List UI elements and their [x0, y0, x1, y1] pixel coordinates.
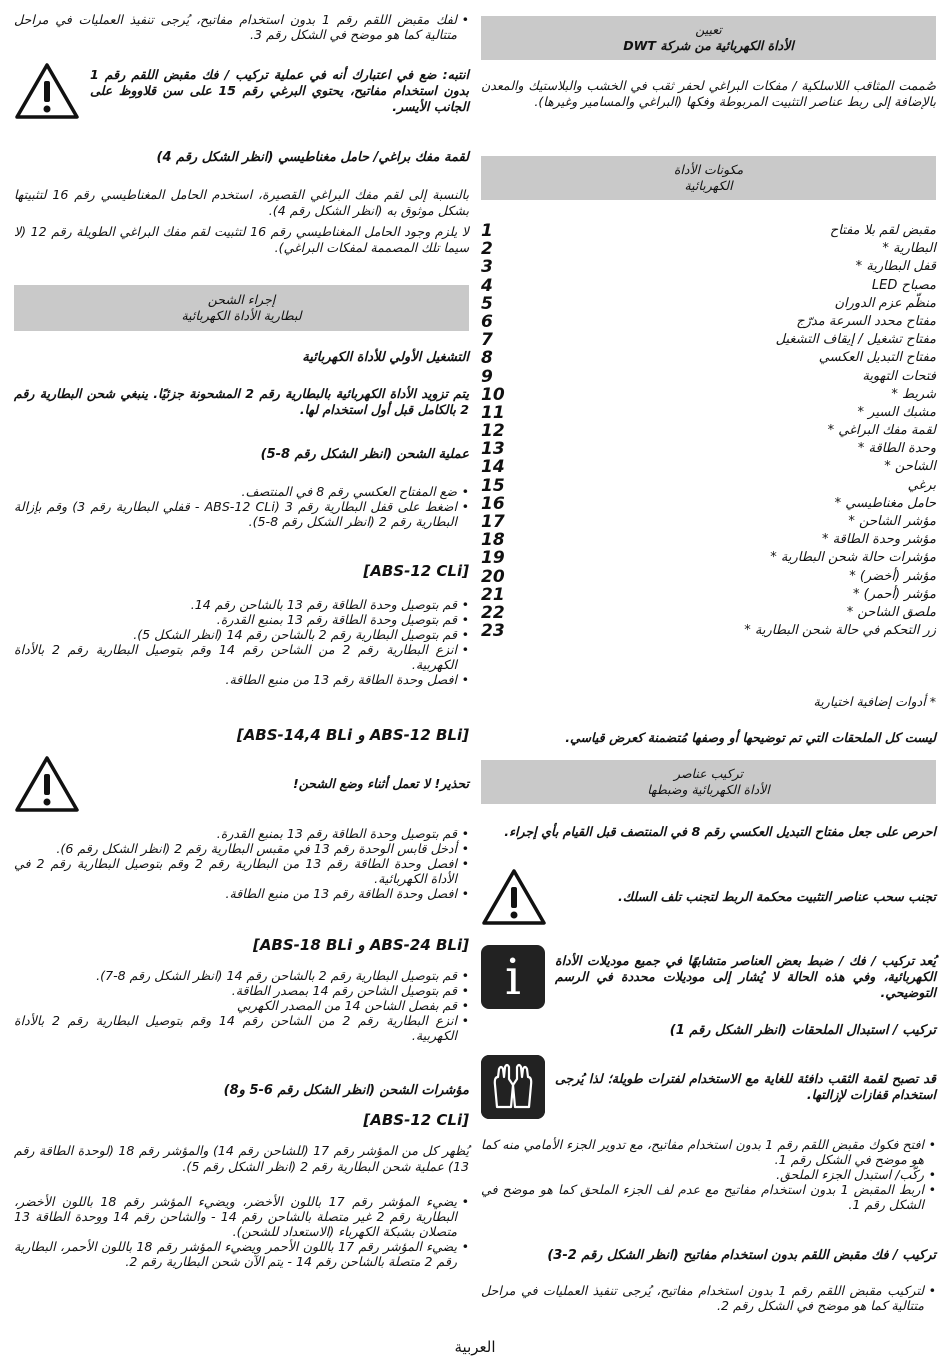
accessories-heading: تركيب / استبدال الملحقات (انظر الشكل رقم 1)	[669, 1023, 936, 1038]
warning-triangle-icon	[14, 62, 80, 120]
bullet-item: • اضغط على قفل البطارية رقم 3 (ABS-12 CLi - قفلي البطارية رقم 3) وقم بإزالة البطارية رقم 2 (انظر الشكل رقم 8-5).	[14, 499, 469, 529]
component-item	[481, 477, 936, 495]
model-c-bullets	[14, 968, 469, 1043]
bullet-item: • ركّب/ استبدل الجزء الملحق.	[481, 1167, 936, 1182]
charging-process-heading: عملية الشحن (انظر الشكل رقم 8-5)	[260, 447, 469, 462]
component-number: 22	[481, 602, 505, 623]
component-label: مؤشرات حالة شحن البطارية *	[770, 550, 936, 566]
component-number: 3	[481, 257, 493, 278]
component-number: 10	[481, 384, 505, 405]
component-number: 4	[481, 275, 493, 296]
charging-warning-text: تحذير! لا تعمل أثناء وضع الشحن!	[292, 776, 469, 791]
charging-process-bullets	[14, 484, 469, 529]
model-heading-d: [ABS-12 CLi]	[363, 1111, 469, 1129]
attention-note	[14, 62, 469, 120]
charge-indicators-bullets	[14, 1194, 469, 1269]
component-item	[481, 604, 936, 622]
components-list	[481, 222, 936, 640]
chuck-bullets	[481, 1283, 936, 1313]
component-label: مفتاح تشغيل / إيقاف التشغيل	[775, 332, 936, 348]
model-heading-a: [ABS-12 CLi]	[363, 562, 469, 580]
bullet-item: • قم بفصل الشاحن 14 من المصدر الكهربي	[14, 998, 469, 1013]
section-subtitle: لبطارية الأداة الكهربائية	[181, 308, 302, 323]
section-title: تركيب عناصر	[674, 766, 743, 781]
component-number: 13	[481, 439, 505, 460]
bullet-item: • انزع البطارية رقم 2 من الشاحن رقم 14 وقم بتوصيل البطارية رقم 2 بالأداة الكهربية.	[14, 642, 469, 672]
info-note-text: يُعد تركيب / فك / ضبط بعض العناصر متشابهًا في جميع موديلات الأداة الكهربائية، وفي هذه الحالة لا يُشار إلى موديلات محددة في الرسم التوضيحي.	[555, 953, 936, 1000]
component-item	[481, 313, 936, 331]
left-column	[14, 0, 469, 1364]
info-icon: i	[481, 945, 545, 1009]
component-item	[481, 295, 936, 313]
component-label: مقبض لقم بلا مفتاح	[829, 223, 936, 238]
component-label: قفل البطارية *	[855, 259, 936, 275]
charging-warning	[14, 755, 469, 813]
component-number: 19	[481, 548, 505, 569]
component-number: 12	[481, 421, 505, 442]
component-label: البطارية *	[882, 241, 936, 257]
component-label: مفتاح التبديل العكسي	[818, 350, 936, 366]
component-label: وحدة الطاقة *	[857, 441, 936, 457]
bullet-item: • قم بتوصيل وحدة الطاقة رقم 13 بمنبع القدرة.	[14, 612, 469, 627]
warning-cord-text: تجنب سحب عناصر التثبيت محكمة الربط لتجنب تلف السلك.	[617, 889, 936, 904]
component-number: 1	[481, 221, 493, 241]
component-number: 9	[481, 366, 493, 387]
component-label: منظّم عزم الدوران	[834, 295, 936, 311]
accessories-bullets	[481, 1137, 936, 1212]
bullet-item: • يضيء المؤشر رقم 17 باللون الأخضر، ويضيء المؤشر رقم 18 باللون الأخضر، البطارية رقم 2 غير متصلة بالشاحن رقم 14 - والشاحن رقم 14 ووحدة الطاقة 13 متصلان بشبكة الكهرباء (الاستعداد للشحن).	[14, 1194, 469, 1239]
warning-cord	[481, 868, 936, 926]
component-number: 16	[481, 493, 505, 514]
component-label: مؤشر وحدة الطاقة *	[822, 532, 936, 548]
bullet-item: • افصل وحدة الطاقة رقم 13 من منبع الطاقة.	[14, 886, 469, 901]
magnetic-holder-text-1: بالنسبة إلى لقم مفك البراغي القصيرة، استخدم الحامل المغناطيسي رقم 16 لتثبيتها بشكل موثوق به (انظر الشكل رقم 4).	[14, 187, 469, 218]
bullet-item: • انزع البطارية رقم 2 من الشاحن رقم 14 وقم بتوصيل البطارية رقم 2 بالأداة الكهربية.	[14, 1013, 469, 1043]
component-number: 2	[481, 239, 493, 260]
bullet-item: • اربط المقبض 1 بدون استخدام مفاتيح مع عدم لف الجزء الملحق كما هو موضح في الشكل رقم 1.	[481, 1182, 936, 1212]
component-label: لقمة مفك البراغي *	[827, 423, 936, 439]
component-item	[481, 404, 936, 422]
page-footer-language: العربية	[454, 1338, 496, 1356]
bullet-item: • أدخل قابس الوحدة رقم 13 في مقبس البطارية رقم 2 (انظر الشكل رقم 6).	[14, 841, 469, 856]
bullet-item: • قم بتوصيل وحدة الطاقة رقم 13 بمنبع القدرة.	[14, 826, 469, 841]
component-number: 14	[481, 457, 505, 478]
component-number: 7	[481, 330, 493, 351]
model-a-bullets	[14, 597, 469, 687]
charge-indicators-text: يُظهر كل من المؤشر رقم 17 (للشاحن رقم 14) والمؤشر رقم 18 (لوحدة الطاقة رقم 13) عملية شحن البطارية رقم 2 (انظر الشكل رقم 5).	[14, 1143, 469, 1174]
component-label: مؤشر (أخضر) *	[849, 568, 936, 584]
model-heading-c: [ABS-24 BLi و ABS-18 BLi]	[252, 936, 469, 954]
charge-indicators-heading: مؤشرات الشحن (انظر الشكل رقم 6-5 و8)	[223, 1083, 469, 1098]
designation-text: صُممت المثاقب اللاسلكية / مفكات البراغي لحفر ثقب في الخشب والبلاستيك والمعدن بالإضافة إلى ربط عناصر التثبيت المربوطة وفكها (البراغي والمسامير وغيرها).	[481, 78, 936, 109]
component-item	[481, 258, 936, 276]
attention-text: انتبه: ضع في اعتبارك أنه في عملية تركيب / فك مقبض اللقم رقم 1 بدون استخدام مفاتيح، يحتوي البرغي رقم 15 على سن قلاووظ على الجانب الأيسر.	[90, 67, 469, 114]
gloves-icon	[481, 1055, 545, 1119]
component-label: الشاحن *	[884, 459, 936, 475]
component-item	[481, 586, 936, 604]
component-item	[481, 568, 936, 586]
bullet-item: • لتركيب مقبض اللقم رقم 1 بدون استخدام مفاتيح، يُرجى تنفيذ العمليات في مراحل متتالية كما هو موضح في الشكل رقم 2.	[481, 1283, 936, 1313]
first-run-text: يتم تزويد الأداة الكهربائية بالبطارية رقم 2 المشحونة جزئيًا. ينبغي شحن البطارية رقم 2 بالكامل قبل أول استخدام لها.	[14, 386, 469, 417]
bullet-item: • قم بتوصيل وحدة الطاقة رقم 13 بالشاحن رقم 14.	[14, 597, 469, 612]
component-label: حامل مغناطيسي *	[834, 495, 936, 511]
component-label: برغي	[907, 477, 936, 493]
bullet-item: • ضع المفتاح العكسي رقم 8 في المنتصف.	[14, 484, 469, 499]
section-subtitle: الأداة الكهربائية وضبطها	[647, 782, 770, 797]
component-item	[481, 531, 936, 549]
bullet-item: • قم بتوصيل البطارية رقم 2 بالشاحن رقم 14 (انظر الشكل 5).	[14, 627, 469, 642]
component-label: مؤشر الشاحن *	[848, 514, 936, 529]
warning-triangle-icon	[14, 755, 80, 813]
component-label: مصباح LED	[871, 277, 936, 293]
optional-note: * أدوات إضافية اختيارية	[813, 694, 936, 709]
section-header-assembly	[481, 760, 936, 804]
section-header-charging	[14, 285, 469, 331]
chuck-removal-bullets	[14, 12, 469, 42]
section-header-components	[481, 156, 936, 200]
component-item	[481, 495, 936, 513]
section-title: مكونات الأداة	[673, 162, 744, 177]
bullet-item: • يضيء المؤشر رقم 17 باللون الأحمر ويضيء المؤشر رقم 18 باللون الأحمر، البطارية رقم 2 متصلة بالشاحن رقم 14 - يتم الآن شحن البطارية رقم 2.	[14, 1239, 469, 1269]
component-number: 8	[481, 348, 493, 369]
component-item	[481, 368, 936, 386]
component-label: شريط *	[891, 386, 936, 402]
section-subtitle: الأداة الكهربائية من شركة DWT	[623, 38, 794, 53]
component-item	[481, 458, 936, 476]
component-item	[481, 549, 936, 567]
right-column	[481, 0, 936, 1364]
section-title: تعيين	[695, 22, 722, 37]
model-heading-b: [ABS-12 BLi و ABS-14,4 BLi]	[236, 726, 469, 744]
component-label: ملصق الشاحن *	[846, 604, 936, 620]
section-header-designation	[481, 16, 936, 60]
component-item	[481, 440, 936, 458]
section-title: إجراء الشحن	[207, 292, 276, 307]
accessories-note: ليست كل الملحقات التي تم توضيحها أو وصفها مُتضمنة كعرض قياسي.	[565, 730, 936, 745]
component-item	[481, 349, 936, 367]
component-item	[481, 222, 936, 240]
component-number: 20	[481, 566, 505, 587]
component-item	[481, 422, 936, 440]
section-subtitle: الكهربائية	[684, 178, 733, 193]
component-label: زر التحكم في حالة شحن البطارية *	[744, 623, 936, 639]
component-label: مفتاح محدد السرعة مدرّج	[796, 313, 936, 329]
component-number: 17	[481, 512, 505, 532]
glove-note-text: قد تصبح لقمة الثقب دافئة للغاية مع الاستخدام لفترات طويلة؛ لذا يُرجى استخدام قفازات لإزالتها.	[555, 1071, 936, 1102]
component-label: مشبك السير *	[857, 404, 936, 420]
component-number: 21	[481, 584, 505, 605]
bullet-item: • لفك مقبض اللقم رقم 1 بدون استخدام مفاتيح، يُرجى تنفيذ العمليات في مراحل متتالية كما هو موضح في الشكل رقم 3.	[14, 12, 469, 42]
component-number: 6	[481, 311, 493, 332]
bullet-item: • افتح فكوك مقبض اللقم رقم 1 بدون استخدام مفاتيح، مع تدوير الجزء الأمامي منه كما هو موضح في الشكل رقم 1.	[481, 1137, 936, 1167]
first-run-heading: التشغيل الأولي للأداة الكهربائية	[302, 350, 469, 365]
component-number: 23	[481, 621, 505, 642]
bullet-item: • قم بتوصيل البطارية رقم 2 بالشاحن رقم 14 (انظر الشكل رقم 8-7).	[14, 968, 469, 983]
component-item	[481, 240, 936, 258]
bullet-item: • افصل وحدة الطاقة رقم 13 من منبع الطاقة.	[14, 672, 469, 687]
bullet-item: • قم بتوصيل الشاحن رقم 14 بمصدر الطاقة.	[14, 983, 469, 998]
chuck-heading: تركيب / فك مقبض اللقم بدون استخدام مفاتيح (انظر الشكل رقم 2-3)	[547, 1248, 936, 1263]
glove-note	[481, 1055, 936, 1119]
component-item	[481, 277, 936, 295]
component-label: مؤشر (أحمر) *	[853, 586, 936, 602]
bullet-item: • افصل وحدة الطاقة رقم 13 من البطارية رقم 2 وقم بتوصيل البطارية رقم 2 في الأداة الكهربائية.	[14, 856, 469, 886]
component-number: 11	[481, 402, 505, 423]
component-item	[481, 622, 936, 640]
assembly-intro: احرص على جعل مفتاح التبديل العكسي رقم 8 في المنتصف قبل القيام بأي إجراء.	[504, 824, 936, 839]
component-item	[481, 386, 936, 404]
component-item	[481, 331, 936, 349]
component-number: 15	[481, 475, 505, 496]
magnetic-holder-text-2: لا يلزم وجود الحامل المغناطيسي رقم 16 لتثبيت لقم مفك البراغي الطويلة رقم 12 (لا سيما تلك المصممة لمفكات البراغي).	[14, 224, 469, 255]
warning-triangle-icon	[481, 868, 547, 926]
component-item	[481, 513, 936, 531]
component-number: 18	[481, 530, 505, 551]
component-number: 5	[481, 293, 493, 314]
model-b-bullets	[14, 826, 469, 901]
magnetic-holder-heading: لقمة مفك براغي/ حامل مغناطيسي (انظر الشكل رقم 4)	[156, 150, 469, 165]
component-label: فتحات التهوية	[862, 368, 936, 384]
info-note	[481, 945, 936, 1009]
